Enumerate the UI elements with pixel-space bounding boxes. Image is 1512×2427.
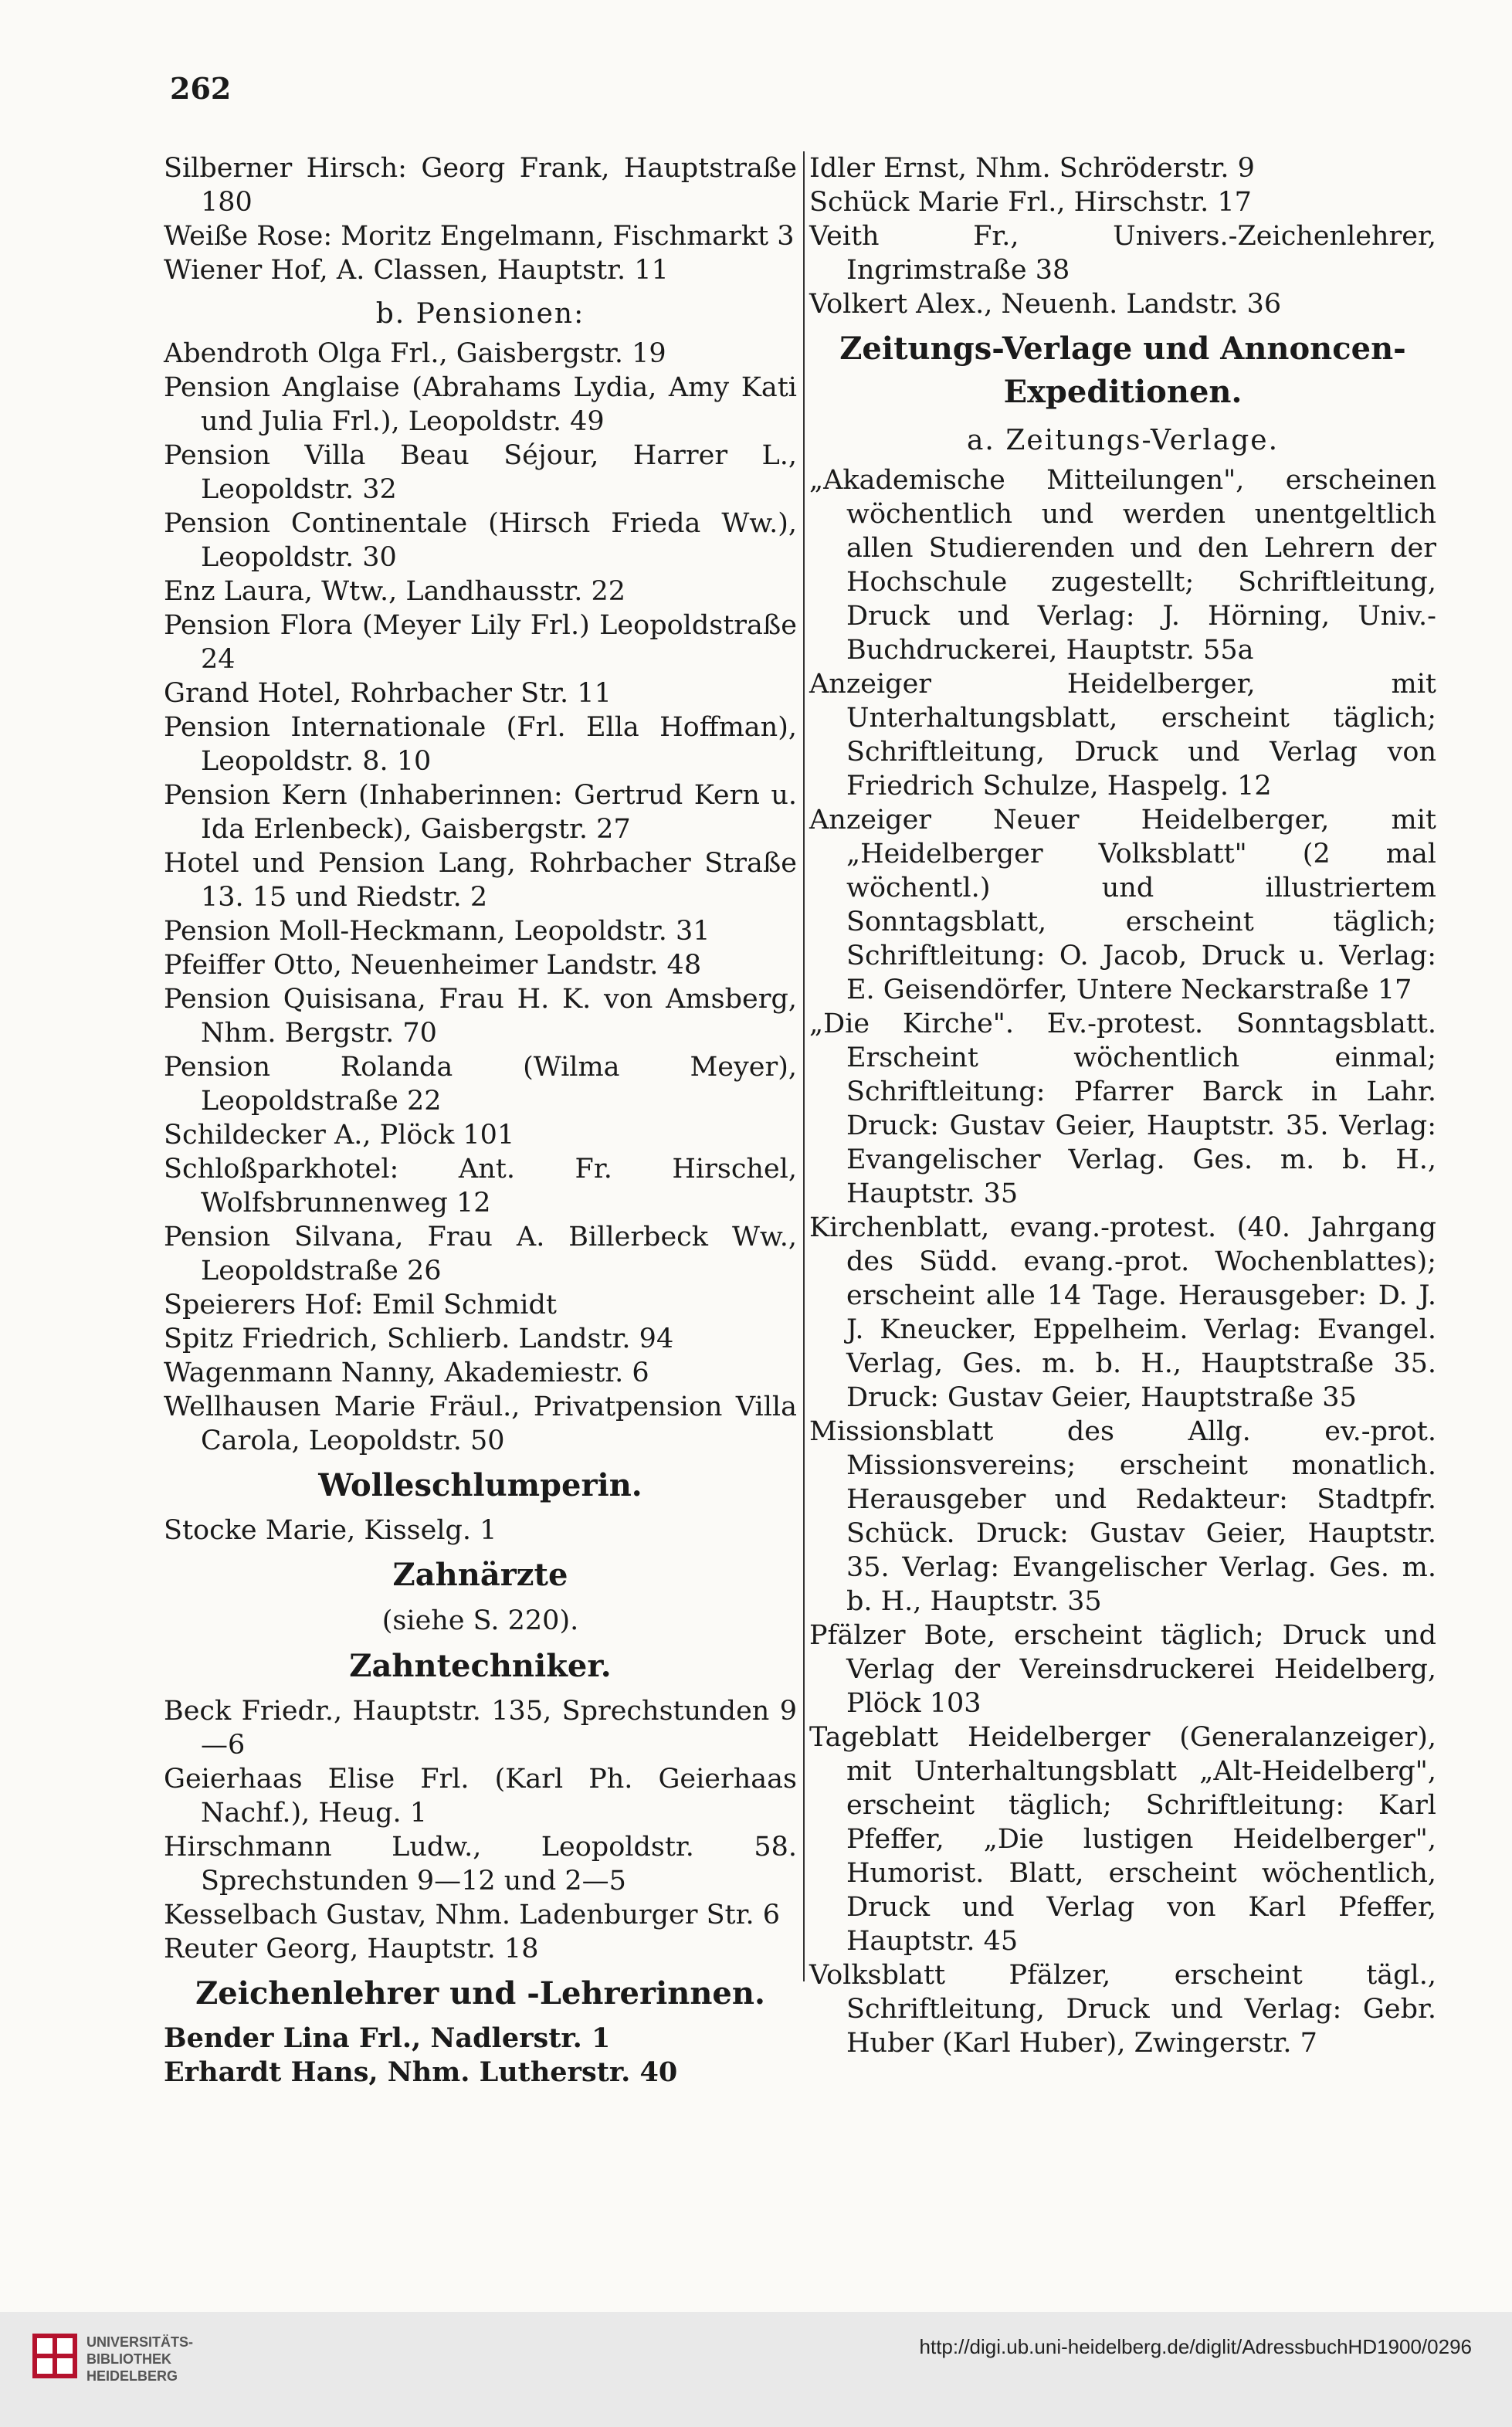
directory-entry: Tageblatt Heidelberger (Generalanzeiger), mit Unterhaltungsblatt „Alt-Heidelberg", erscheint täglich; Schriftleitung: Karl Pfeffer, „Die lustigen Heidelberger", Humorist. Blatt, erscheint wöchentlich, Druck und Verlag von Karl Pfeffer, Hauptstr. 45	[809, 1722, 1436, 1957]
zeichenlehrer-list	[164, 2022, 797, 2090]
directory-entry: Hirschmann Ludw., Leopoldstr. 58. Sprechstunden 9—12 und 2—5	[164, 1832, 797, 1897]
directory-entry: Weiße Rose: Moritz Engelmann, Fischmarkt 3	[164, 221, 795, 252]
directory-entry: Kirchenblatt, evang.-protest. (40. Jahrgang des Südd. evang.-prot. Wochenblattes); erscheint alle 14 Tage. Herausgeber: D. J. J. Kneucker, Eppelheim. Verlag: Evangel. Verlag, Ges. m. b. H., Hauptstraße 35. Druck: Gustav Geier, Hauptstraße 35	[809, 1212, 1436, 1413]
pensionen-list	[164, 337, 797, 1458]
left-column	[164, 151, 797, 2090]
directory-entry: Erhardt Hans, Nhm. Lutherstr. 40	[164, 2056, 678, 2088]
wollesch-heading: Wolleschlumperin.	[318, 1467, 642, 1503]
directory-entry: Pfälzer Bote, erscheint täglich; Druck und Verlag der Vereinsdruckerei Heidelberg, Plöck 103	[809, 1620, 1436, 1719]
directory-entry: „Akademische Mitteilungen", erscheinen wöchentlich und werden unentgeltlich allen Studierenden und den Lehrern der Hochschule zugestellt; Schriftleitung, Druck und Verlag: J. Hörning, Univ.-Buchdruckerei, Hauptstr. 55a	[809, 465, 1436, 666]
directory-entry: Wagenmann Nanny, Akademiestr. 6	[164, 1358, 649, 1388]
footer-bar	[0, 2312, 1512, 2427]
directory-entry: Anzeiger Heidelberger, mit Unterhaltungsblatt, erscheint täglich; Schriftleitung, Druck und Verlag von Friedrich Schulze, Haspelg. 12	[809, 669, 1436, 802]
source-url-link[interactable]: http://digi.ub.uni-heidelberg.de/diglit/AdressbuchHD1900/0296	[919, 2335, 1472, 2358]
directory-entry: Volksblatt Pfälzer, erscheint tägl., Schriftleitung, Druck und Verlag: Gebr. Huber (Karl Huber), Zwingerstr. 7	[809, 1960, 1436, 2059]
directory-entry: Pension Continentale (Hirsch Frieda Ww.), Leopoldstr. 30	[164, 508, 797, 573]
zeichenlehrer-heading: Zeichenlehrer und -Lehrerinnen.	[195, 1975, 765, 2012]
directory-entry: Beck Friedr., Hauptstr. 135, Sprechstunden 9—6	[164, 1696, 797, 1761]
right-column	[809, 151, 1436, 2060]
directory-entry: Grand Hotel, Rohrbacher Str. 11	[164, 678, 612, 709]
column-divider	[803, 151, 805, 1981]
library-logo-icon	[32, 2334, 77, 2378]
directory-entry: Spitz Friedrich, Schlierb. Landstr. 94	[164, 1324, 674, 1354]
directory-entry: Stocke Marie, Kisselg. 1	[164, 1515, 497, 1546]
zahnaerzte-reference: (siehe S. 220).	[381, 1605, 579, 1636]
directory-entry: Enz Laura, Wtw., Landhausstr. 22	[164, 576, 626, 607]
directory-entry: Missionsblatt des Allg. ev.-prot. Missionsvereins; erscheint monatlich. Herausgeber und Redakteur: Stadtpfr. Schück. Druck: Gustav Geier, Hauptstr. 35. Verlag: Evangelischer Verlag. Ges. m. b. H., Hauptstr. 35	[809, 1416, 1436, 1617]
directory-entry: „Die Kirche". Ev.-protest. Sonntagsblatt. Erscheint wöchentlich einmal; Schriftleitung: Pfarrer Barck in Lahr. Druck: Gustav Geier, Hauptstr. 35. Verlag: Evangelischer Verlag. Ges. m. b. H., Hauptstr. 35	[809, 1008, 1436, 1209]
pensionen-heading: b. Pensionen:	[375, 298, 585, 330]
directory-entry: Veith Fr., Univers.-Zeichenlehrer, Ingrimstraße 38	[809, 221, 1436, 286]
zahntechniker-heading: Zahntechniker.	[349, 1648, 612, 1684]
directory-entry: Pension Villa Beau Séjour, Harrer L., Leopoldstr. 32	[164, 440, 797, 505]
zeitungs-list	[809, 463, 1436, 2060]
institution-line: UNIVERSITÄTS-	[86, 2334, 194, 2350]
directory-entry: Pension Anglaise (Abrahams Lydia, Amy Kati und Julia Frl.), Leopoldstr. 49	[164, 372, 797, 437]
directory-entry: Speierers Hof: Emil Schmidt	[164, 1290, 557, 1320]
institution-line: BIBLIOTHEK	[86, 2351, 171, 2367]
directory-entry: Bender Lina Frl., Nadlerstr. 1	[164, 2022, 611, 2054]
directory-entry: Schück Marie Frl., Hirschstr. 17	[809, 187, 1252, 218]
directory-entry: Schildecker A., Plöck 101	[164, 1120, 515, 1151]
directory-entry: Kesselbach Gustav, Nhm. Ladenburger Str. 6	[164, 1900, 781, 1930]
institution-line: HEIDELBERG	[86, 2368, 178, 2384]
zahntechniker-list	[164, 1694, 797, 1966]
zeichenlehrer-cont-list	[809, 151, 1436, 321]
directory-entry: Pension Rolanda (Wilma Meyer), Leopoldstraße 22	[164, 1052, 797, 1117]
directory-entry: Abendroth Olga Frl., Gaisbergstr. 19	[164, 338, 666, 369]
directory-entry: Schloßparkhotel: Ant. Fr. Hirschel, Wolfsbrunnenweg 12	[164, 1154, 797, 1219]
institution-name	[86, 2334, 193, 2385]
directory-entry: Volkert Alex., Neuenh. Landstr. 36	[809, 289, 1282, 320]
wollesch-list	[164, 1513, 797, 1547]
directory-entry: Pension Silvana, Frau A. Billerbeck Ww., Leopoldstraße 26	[164, 1222, 797, 1286]
directory-entry: Hotel und Pension Lang, Rohrbacher Straße 13. 15 und Riedstr. 2	[164, 848, 797, 913]
hotels-list	[164, 151, 797, 287]
zeitungs-heading: Zeitungs-Verlage und Annoncen-Expeditionen.	[839, 330, 1406, 410]
directory-entry: Pension Quisisana, Frau H. K. von Amsberg, Nhm. Bergstr. 70	[164, 984, 797, 1049]
directory-entry: Silberner Hirsch: Georg Frank, Hauptstraße 180	[164, 153, 797, 218]
directory-entry: Pension Moll-Heckmann, Leopoldstr. 31	[164, 916, 710, 947]
directory-entry: Pfeiffer Otto, Neuenheimer Landstr. 48	[164, 950, 702, 981]
zeitungs-subheading: a. Zeitungs-Verlage.	[966, 425, 1280, 456]
directory-entry: Pension Kern (Inhaberinnen: Gertrud Kern u. Ida Erlenbeck), Gaisbergstr. 27	[164, 780, 797, 845]
directory-entry: Pension Flora (Meyer Lily Frl.) Leopoldstraße 24	[164, 610, 797, 675]
directory-entry: Anzeiger Neuer Heidelberger, mit „Heidelberger Volksblatt" (2 mal wöchentl.) und illustriertem Sonntagsblatt, erscheint täglich; Schriftleitung: O. Jacob, Druck u. Verlag: E. Geisendörfer, Untere Neckarstraße 17	[809, 805, 1436, 1005]
directory-entry: Wiener Hof, A. Classen, Hauptstr. 11	[164, 255, 669, 286]
directory-entry: Idler Ernst, Nhm. Schröderstr. 9	[809, 153, 1255, 184]
zahnaerzte-heading: Zahnärzte	[392, 1557, 568, 1593]
page-number: 262	[170, 71, 232, 106]
directory-entry: Reuter Georg, Hauptstr. 18	[164, 1934, 539, 1964]
directory-entry: Wellhausen Marie Fräul., Privatpension Villa Carola, Leopoldstr. 50	[164, 1391, 797, 1456]
directory-entry: Geierhaas Elise Frl. (Karl Ph. Geierhaas Nachf.), Heug. 1	[164, 1764, 797, 1829]
directory-entry: Pension Internationale (Frl. Ella Hoffman), Leopoldstr. 8. 10	[164, 712, 797, 777]
